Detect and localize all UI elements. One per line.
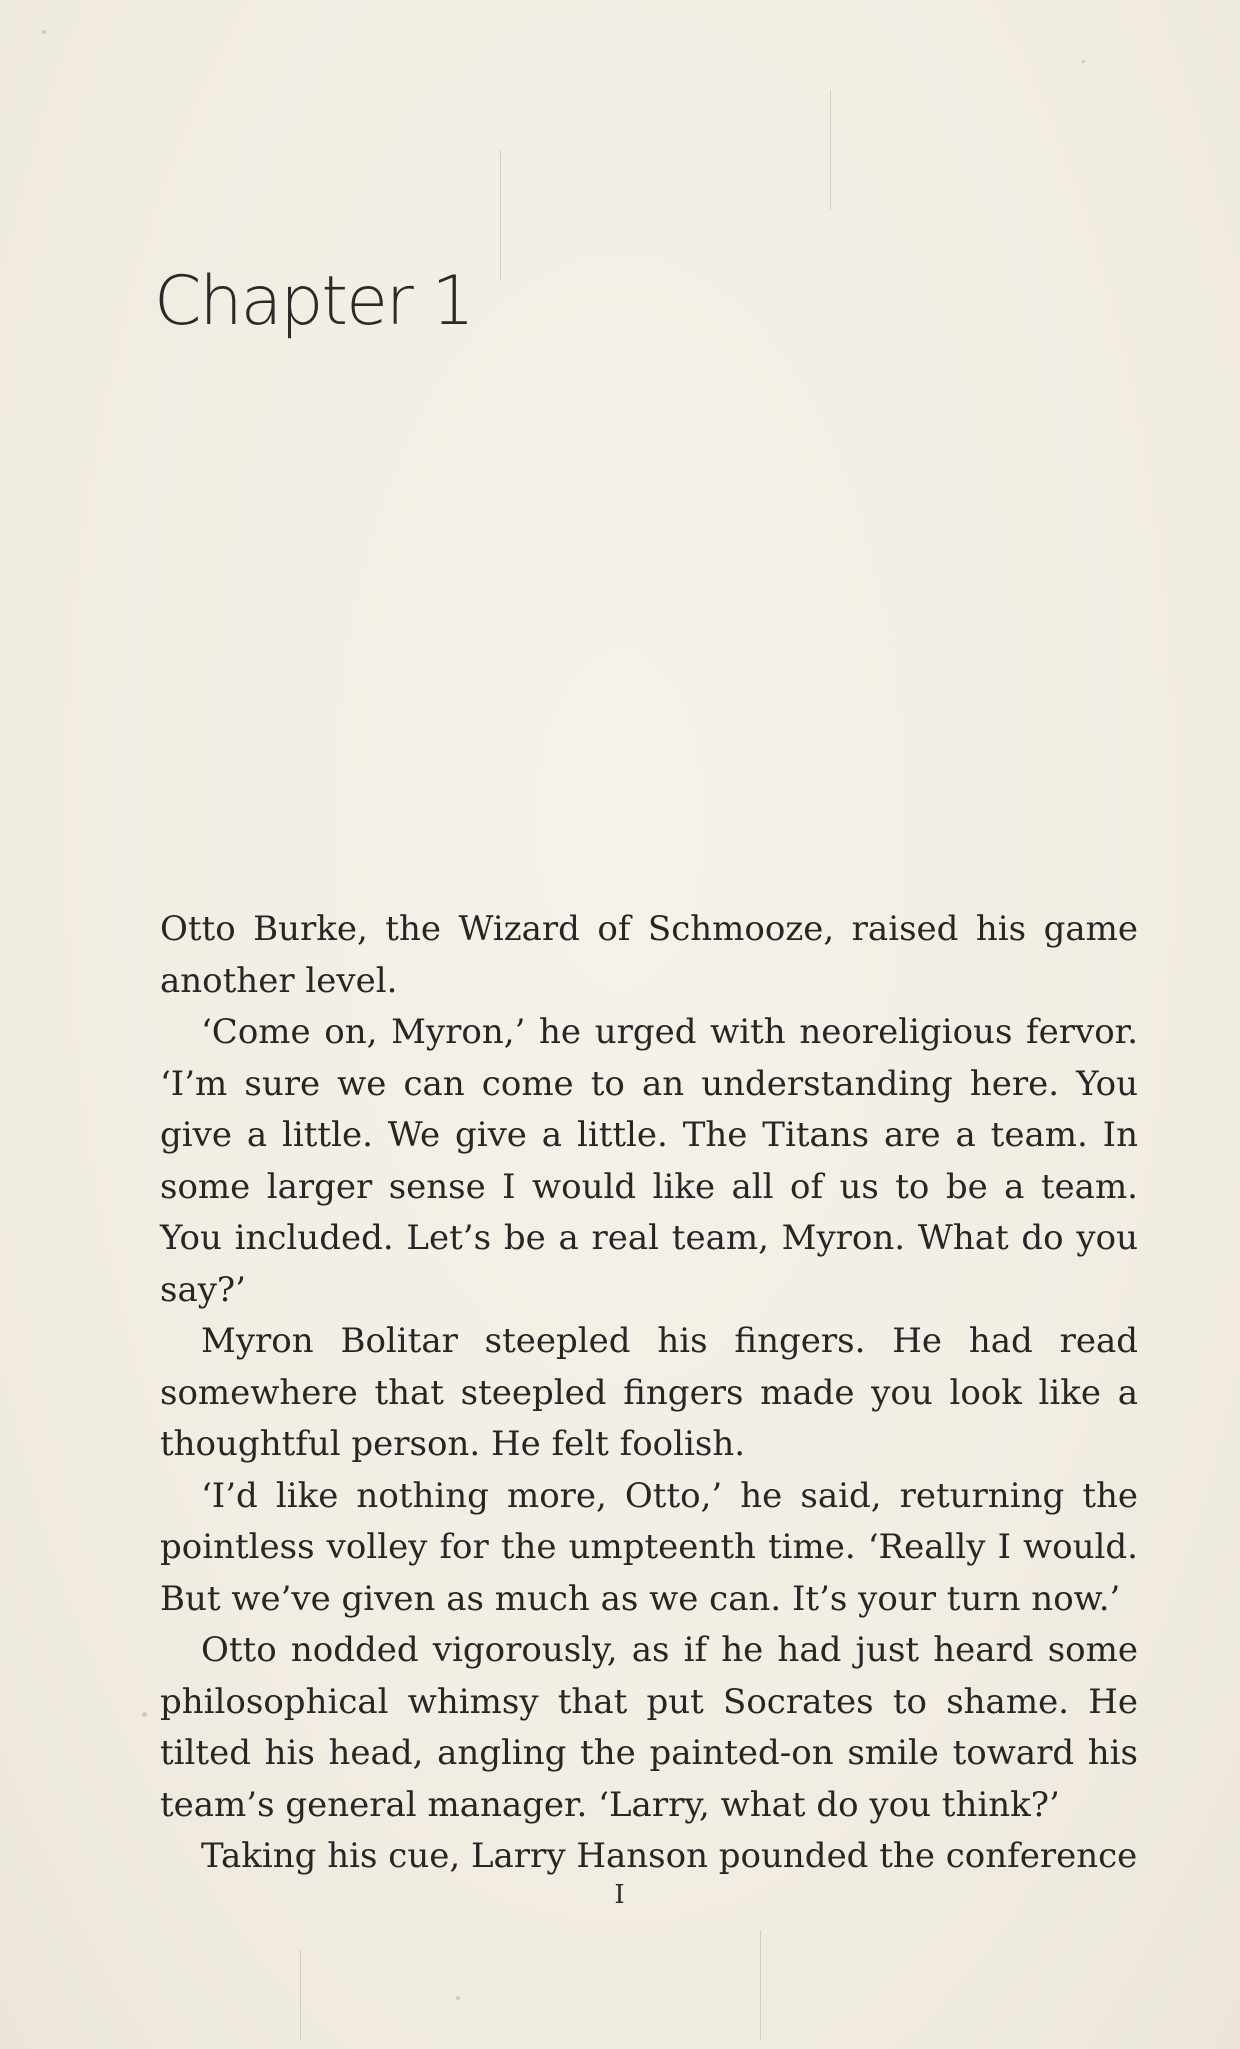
paragraph: ‘I’d like nothing more, Otto,’ he said, returning the pointless volley for the umpteenth time. ‘Really I would. But we’ve given as much as we can. It’s your turn now.’ xyxy=(160,1475,1138,1619)
paper-crease xyxy=(760,1930,761,2040)
paper-crease xyxy=(830,90,831,210)
paper-speck xyxy=(142,1712,147,1717)
page-number: I xyxy=(614,1880,626,1910)
paragraph: Taking his cue, Larry Hanson pounded the conference xyxy=(201,1836,1138,1876)
paragraph: Otto nodded vigorously, as if he had just heard some philosophical whimsy that put Socrates to shame. He tilted his head, angling the painted-on smile toward his team’s general manager. ‘Larry, what do you think?’ xyxy=(160,1630,1138,1825)
paragraph: Myron Bolitar steepled his fingers. He had read somewhere that steepled fingers made you look like a thoughtful person. He felt foolish. xyxy=(160,1321,1138,1464)
paper-speck xyxy=(456,1996,460,2000)
chapter-title: Chapter 1 xyxy=(154,262,473,341)
paragraph: ‘Come on, Myron,’ he urged with neoreligious fervor. ‘I’m sure we can come to an understanding here. You give a little. We give a little. The Titans are a team. In some larger sense I would like all of us to be a team. You included. Let’s be a real team, Myron. What do you say?’ xyxy=(160,1012,1138,1310)
paper-speck xyxy=(1082,60,1085,63)
chapter-body xyxy=(160,904,1138,1883)
paper-crease xyxy=(300,1950,301,2040)
paragraph: Otto Burke, the Wizard of Schmooze, raised his game another level. xyxy=(160,909,1138,1001)
paper-speck xyxy=(42,30,46,34)
paper-crease xyxy=(500,150,501,280)
